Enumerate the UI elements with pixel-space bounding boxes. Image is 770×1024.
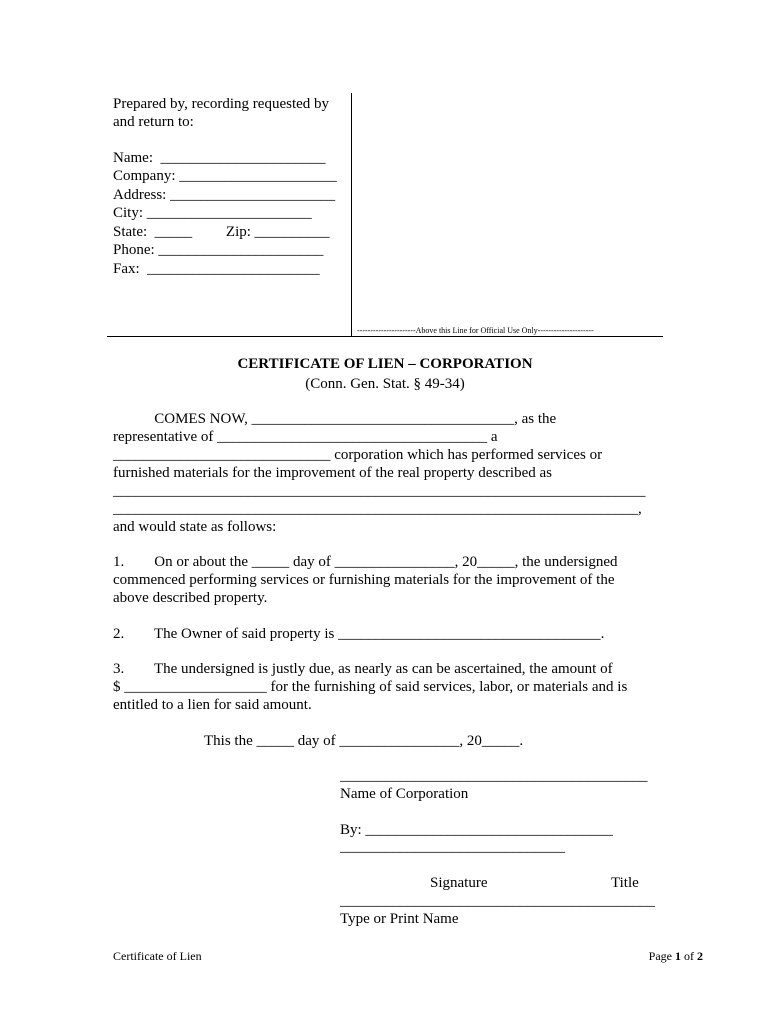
item-3-line-3: entitled to a lien for said amount. <box>113 697 312 713</box>
item-2-line-1: 2. The Owner of said property is ___________________________________. <box>113 626 605 642</box>
return-state-zip-field: State: _____ Zip: __________ <box>113 224 330 240</box>
return-name-field: Name: ______________________ <box>113 150 326 166</box>
intro-line-6: ______________________________________________________________________, <box>113 501 642 517</box>
item-3-line-1: 3. The undersigned is justly due, as nearly as can be ascertained, the amount of <box>113 661 613 677</box>
header-vertical-divider <box>351 93 352 336</box>
footer-of-word: of <box>681 949 697 963</box>
item-3-line-2: $ ___________________ for the furnishing of said services, labor, or materials and is <box>113 679 628 695</box>
signature-label: Signature <box>430 875 488 891</box>
footer-page-word: Page <box>648 949 675 963</box>
print-name-line: __________________________________________ <box>340 893 655 909</box>
intro-line-5: _______________________________________________________________________ <box>113 483 646 499</box>
print-name-label: Type or Print Name <box>340 911 459 927</box>
return-company-field: Company: _____________________ <box>113 168 337 184</box>
footer-document-name: Certificate of Lien <box>113 949 202 963</box>
item-1-line-3: above described property. <box>113 590 268 606</box>
header-horizontal-divider <box>107 336 663 337</box>
prepared-by-line-1: Prepared by, recording requested by <box>113 96 330 112</box>
intro-line-4: furnished materials for the improvement of the real property described as <box>113 465 553 481</box>
return-city-field: City: ______________________ <box>113 205 312 221</box>
intro-line-3: _____________________________ corporation which has performed services or <box>113 447 603 463</box>
footer-total-pages: 2 <box>697 949 703 963</box>
footer-current-page: 1 <box>675 949 681 963</box>
return-fax-field: Fax: _______________________ <box>113 261 320 277</box>
corporation-name-line: _________________________________________ <box>340 768 648 784</box>
intro-line-7: and would state as follows: <box>113 519 277 535</box>
item-1-line-1: 1. On or about the _____ day of ________________, 20_____, the undersigned <box>113 554 618 570</box>
return-address-field: Address: ______________________ <box>113 187 336 203</box>
official-use-note: ----------------------Above this Line for Official Use Only--------------------- <box>357 326 594 335</box>
document-title: CERTIFICATE OF LIEN – CORPORATION <box>237 356 533 372</box>
footer-page-number <box>649 949 703 963</box>
dated-line: This the _____ day of ________________, 20_____. <box>204 733 524 749</box>
intro-line-2: representative of ____________________________________ a <box>113 429 498 445</box>
by-line: By: _________________________________ <box>340 822 613 838</box>
document-subtitle: (Conn. Gen. Stat. § 49-34) <box>305 376 465 392</box>
item-1-line-2: commenced performing services or furnishing materials for the improvement of the <box>113 572 615 588</box>
corporation-name-label: Name of Corporation <box>340 786 469 802</box>
by-line-2: ______________________________ <box>340 839 565 855</box>
intro-line-1: COMES NOW, ___________________________________, as the <box>113 411 557 427</box>
return-phone-field: Phone: ______________________ <box>113 242 324 258</box>
title-label: Title <box>611 875 639 891</box>
prepared-by-line-2: and return to: <box>113 114 194 130</box>
